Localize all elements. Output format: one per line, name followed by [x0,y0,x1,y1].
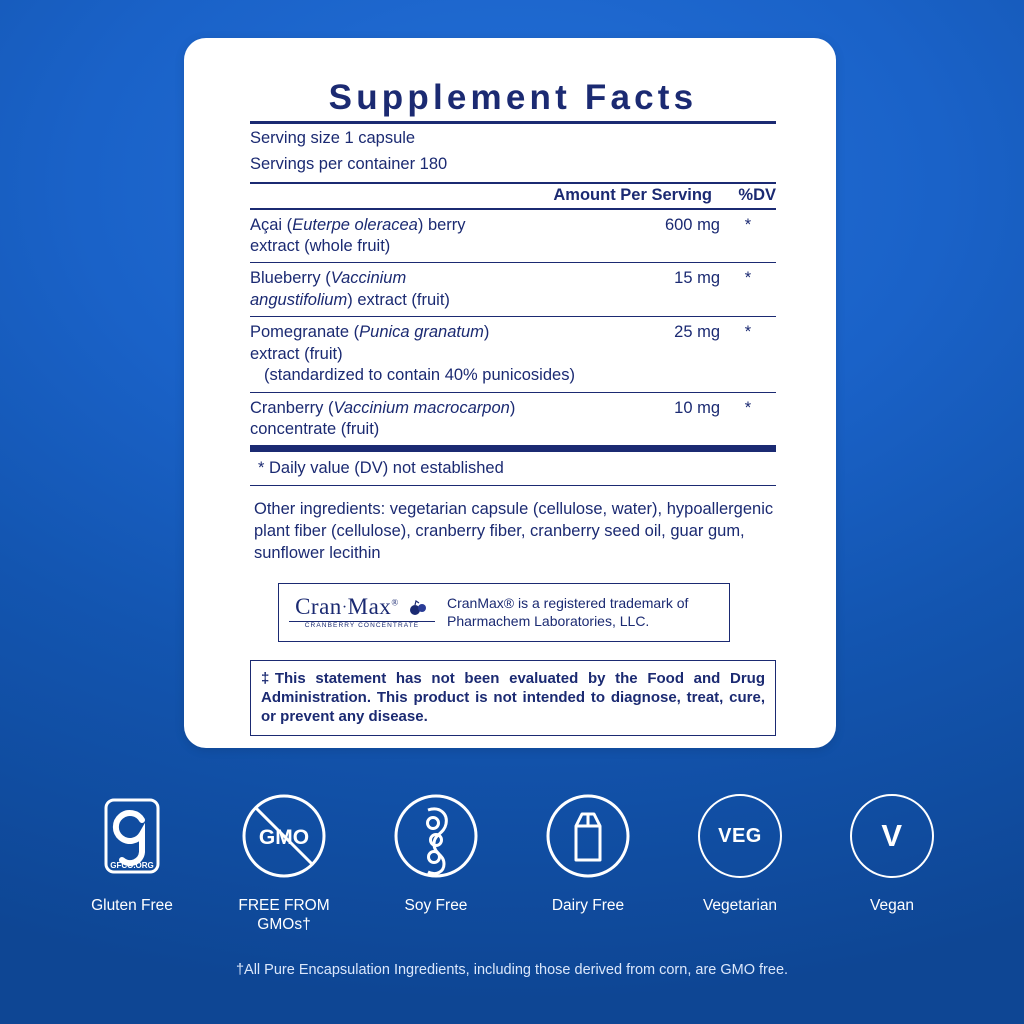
acai-name-line2: extract (whole fruit) [250,236,391,255]
pomegranate-name-post: ) [483,323,490,342]
acai-name-latin: Euterpe oleracea [292,215,418,234]
vegetarian-circle-text: VEG [718,824,762,847]
blueberry-name-line2: ) extract (fruit) [347,290,450,309]
vegetarian-icon [677,790,803,882]
ingredient-name-acai [250,210,600,263]
badge-vegan [829,790,955,935]
fda-disclaimer: ‡This statement has not been evaluated by the Food and Drug Administration. This product is not intended to diagnose, treat, cure, or prevent any disease. [250,660,776,737]
dv-header: %DV [738,185,776,204]
badge-gluten-free [69,790,195,935]
acai-name-post: ) berry [417,215,466,234]
badge-gmo-free [221,790,347,935]
pomegranate-standardization-note: (standardized to contain 40% punicosides) [264,366,575,385]
badge-label-gmo-free: FREE FROM GMOs† [238,897,330,934]
ingredient-amount-cranberry: 10 mg [674,398,720,417]
ingredient-amount-acai: 600 mg [600,210,720,263]
berry-icon [407,597,429,620]
vegan-circle-text: V [881,818,903,853]
pomegranate-name-line2: extract (fruit) [250,344,343,363]
vegan-circle [850,794,934,878]
daily-value-note: * Daily value (DV) not established [250,445,776,486]
gmo-footnote: †All Pure Encapsulation Ingredients, including those derived from corn, are GMO free. [235,962,789,978]
ingredient-amount-blueberry: 15 mg [600,263,720,317]
cranmax-trademark-box [278,583,730,641]
ingredient-dv-acai: * [720,210,776,263]
cranberry-name-latin: Vaccinium macrocarpon [333,398,510,417]
badge-vegetarian [677,790,803,935]
no-gmo-icon [221,790,347,882]
supplement-facts-title: Supplement Facts [250,80,776,124]
svg-text:GMO: GMO [258,826,310,849]
cranmax-brand-part2: Max [347,594,392,620]
blueberry-name-pre: Blueberry ( [250,269,331,288]
dairy-free-icon [525,790,651,882]
cranmax-trademark-text [435,594,688,630]
svg-text:GFCO.ORG: GFCO.ORG [110,861,154,870]
cranmax-text-line2: Pharmachem Laboratories, LLC. [447,613,650,630]
acai-name-pre: Açai ( [250,215,293,234]
cranberry-name-line2: concentrate (fruit) [250,420,380,439]
cranberry-name-pre: Cranberry ( [250,398,334,417]
ingredient-amount-pomegranate: 25 mg [600,317,720,392]
soy-free-icon [373,790,499,882]
cranmax-registered-mark: ® [391,597,399,608]
supplement-facts-card [184,38,836,748]
cranmax-text-line1: CranMax® is a registered trademark of [447,595,689,612]
badge-label-gluten-free: Gluten Free [91,897,173,914]
vegan-icon [829,790,955,882]
ingredient-name-blueberry [250,263,600,317]
badge-label-dairy-free: Dairy Free [551,897,625,914]
ingredient-name-pomegranate [250,317,600,392]
table-row [250,210,776,263]
ingredient-dv-cranberry: * [744,398,752,417]
ingredient-dv-blueberry: * [720,263,776,317]
pomegranate-name-pre: Pomegranate ( [250,323,360,342]
cranmax-wordmark: Cran·Max® [295,595,429,620]
cranmax-subtitle: CRANBERRY CONCENTRATE [289,621,435,630]
servings-per-container: Servings per container 180 [250,154,448,173]
other-ingredients: Other ingredients: vegetarian capsule (cellulose, water), hypoallergenic plant fiber (cellulose), cranberry fiber, cranberry seed oil, guar gum, sunflower lecithin [254,500,774,563]
badge-label-soy-free: Soy Free [404,897,468,914]
vegetarian-circle [698,794,782,878]
ingredient-name-cranberry [250,392,600,445]
badge-label-vegan: Vegan [870,897,914,914]
cranmax-brand-part1: Cran [295,594,342,620]
supplement-facts-panel [250,80,776,736]
badge-soy-free [373,790,499,935]
amount-per-serving-header: Amount Per Serving [553,185,712,204]
serving-size: Serving size 1 capsule [250,129,416,147]
cranberry-name-post: ) [509,398,516,417]
table-row [250,392,776,445]
badge-label-vegetarian: Vegetarian [702,897,778,914]
badge-dairy-free [525,790,651,935]
cranmax-logo [289,595,435,630]
amount-per-serving-header-row [250,184,776,208]
certification-badges [0,790,1024,935]
pomegranate-name-latin: Punica granatum [359,323,484,342]
blueberry-name-latin2: angustifolium [250,290,348,309]
table-row [250,263,776,317]
blueberry-name-latin: Vaccinium [330,269,407,288]
gluten-free-icon [69,790,195,882]
ingredient-table [250,210,776,446]
table-row [250,317,776,392]
ingredient-dv-pomegranate: * [720,317,776,392]
